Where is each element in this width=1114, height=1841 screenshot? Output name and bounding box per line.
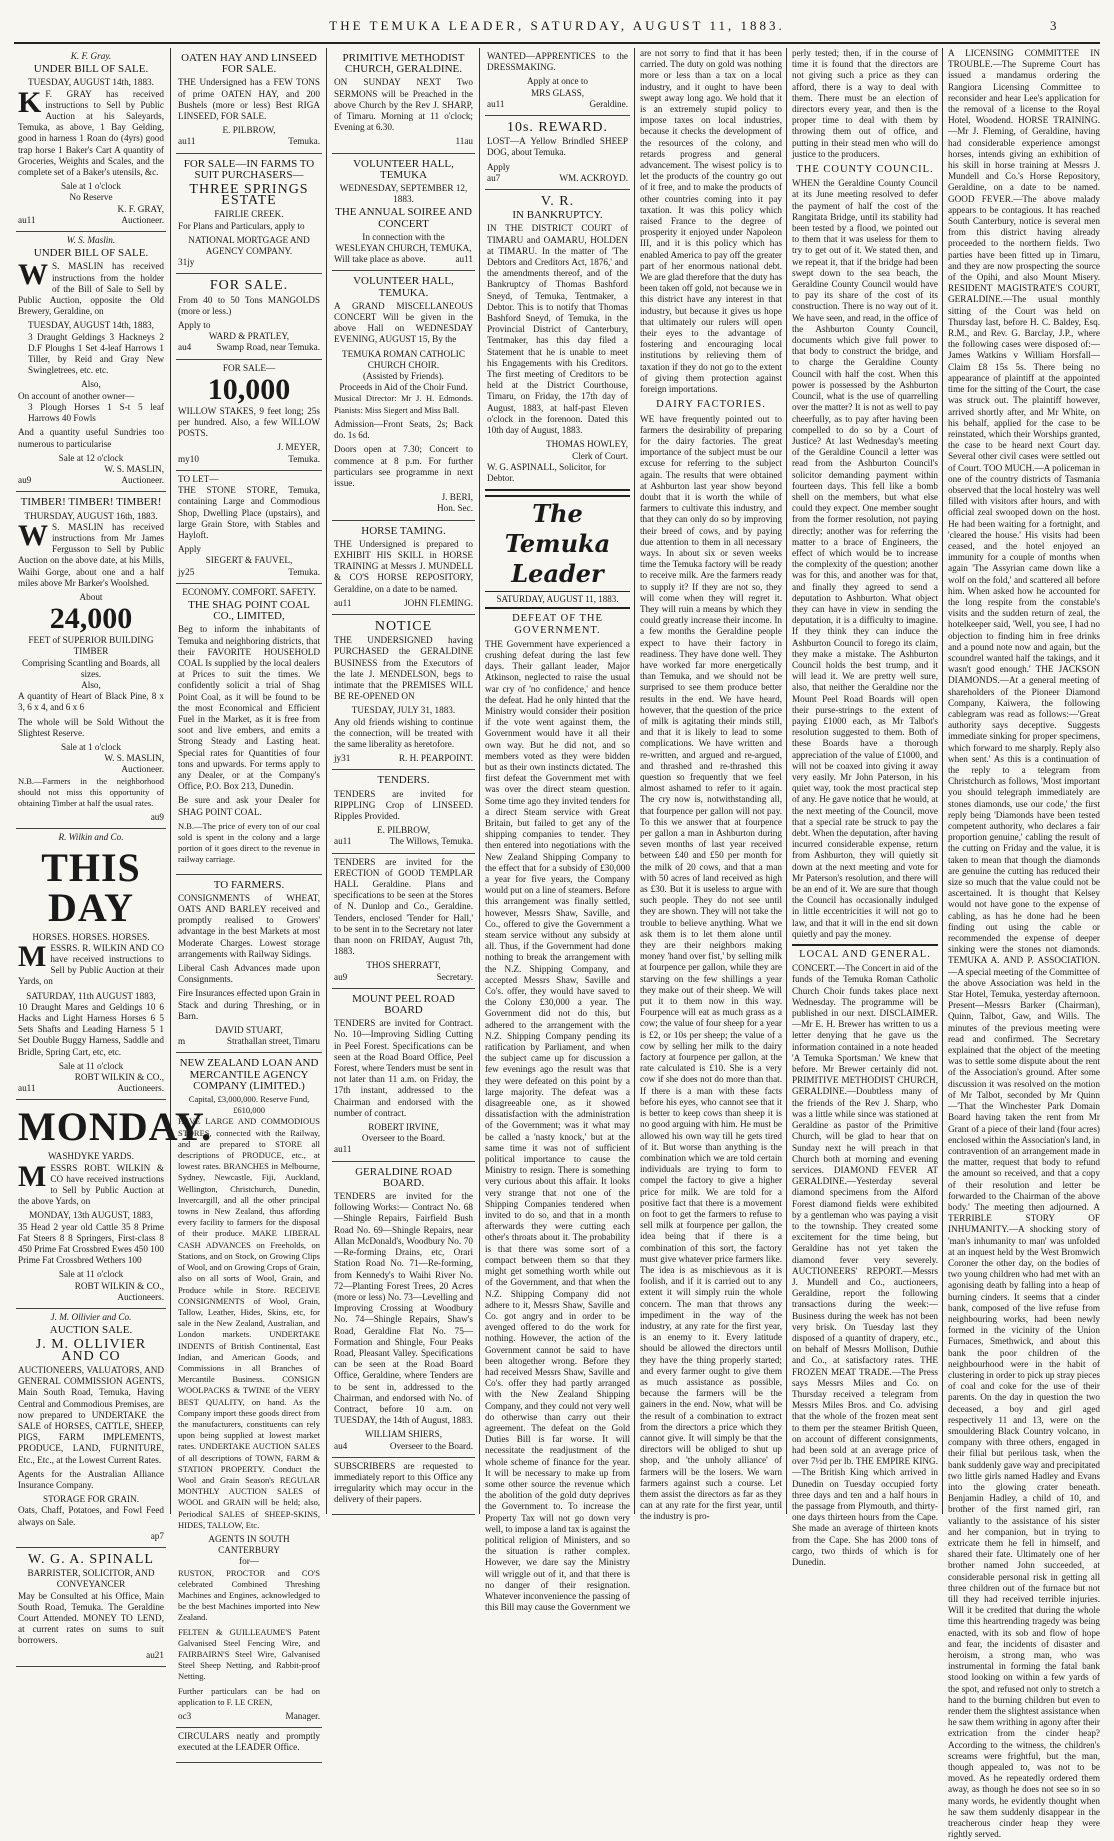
- ad-title: AUCTION SALE.: [49, 1324, 133, 1337]
- ad-date: WEDNESDAY, SEPTEMBER 12, 1883.: [339, 183, 468, 205]
- ad-body: Any old friends wishing to continue the connection, will be treated with the same liberality as heretofore.: [334, 716, 473, 749]
- ad-body: From 40 to 50 Tons MANGOLDS (more or less.): [178, 294, 320, 316]
- ad-to-farmers: [176, 875, 322, 1054]
- column-6: [792, 48, 938, 1568]
- ad-subscribers: [332, 1458, 475, 1515]
- ad-items: 3 Draught Geldings 3 Hackneys 2 D.F Ploughs 1 Set 4-leaf Harrows 1 Tiller, by Reid and Gray New Swingletrees, etc. etc.: [28, 331, 164, 376]
- ad-body: THE Undersigned has a FEW TONS of prime OATEN HAY, and 200 Bushels (more or less) Best RIGA LINSEED, FOR SALE.: [178, 77, 320, 122]
- drop-cap: W: [18, 258, 48, 292]
- ad-wilkin-this-day: [16, 829, 166, 1100]
- ad-subtitle: HORSES. HORSES. HORSES.: [32, 931, 150, 942]
- ad-title: FOR SALE—: [222, 362, 276, 373]
- ad-signature: SIEGERT & FAUVEL,: [205, 555, 293, 566]
- ad-apprentices: [485, 48, 630, 116]
- ad-code: jy31: [334, 753, 351, 764]
- ad-headline: MONDAY.: [18, 1104, 213, 1150]
- ad-gray-bill-of-sale: [16, 48, 166, 232]
- ad-signature: W. S. MASLIN,: [104, 463, 164, 474]
- ad-role: Overseer to the Board.: [389, 1440, 473, 1451]
- ad-role: Hon. Sec.: [437, 503, 473, 514]
- drop-cap: M: [18, 939, 47, 973]
- ad-code: au21: [146, 1649, 164, 1660]
- ad-headline: THREE SPRINGS ESTATE: [189, 182, 309, 209]
- ad-headline: THIS DAY: [41, 844, 141, 930]
- ad-body: Admission—Front Seats, 2s; Back do. 1s 6d.: [334, 418, 473, 441]
- local-news-continuation: A LICENSING COMMITTEE IN TROUBLE.—The Supreme Court has issued a mandamus ordering the Rangiora Licensing Committee to reconsider and hear Lee's application for the removal of a license to the Royal Hotel, Woodend. HORSE TRAINING.—Mr J. Fleming, of Geraldine, having had considerable experience amongst horses, intends giving an exhibition of his skill in horse training at Messrs J. Mundell and Co.'s Horse Repository, Geraldine, on a date to be named. GOOD FEVER.—The above malady appears to be contagious. It has reached South Canterbury, notice is several men from this district having already proceeded to the northern fields. Two parties have been fitted up in Timaru, and they are now prospecting the source of the Opihi, and also Mount Misery. RESIDENT MAGISTRATE'S COURT, GERALDINE.—The usual monthly sitting of the Court was held on Thursday last, before H. C. Baldey, Esq. R.M., and Rev. G. Barclay, J.P., where the following cases were disposed of:—James Watkins v William Horsfall—Claim £8 15s 5s. There being no appearance of plaintiff at the appointed time for the sitting of the Court, the case was struck out. The plaintiff however, arrived shortly after, and Mr White, on his behalf, applied for the case to be reinstated, which their Worships granted, the case to be heard next Court day. Several other civil cases were settled out of Court. TOO MUCH.—A policeman in one of the country districts of Tasmania observed that the local hostelry was well filled with visitors after hours, and with official zeal swooped down on the host. He had been waiting for a fortnight, and 'cleared the house.' His visits had been ceased, and the hotel enjoyed an immunity for a couple of months when again 'The Assyrian came down like a wolf on the fold,' and scattered all before him. When asked how he accounted for the long respite from the constable's visits and the sudden return of zeal, the hotelkeeper said, 'Well, you see, I had no objection to finding him in free drinks and a pound note now and again, but the scoundrel wanted half the takings, and it wasn't good enough.' THE JACKSON DIAMONDS.—At a general meeting of shareholders of the Pioneer Diamond Company, Kaiwera, the following cablegram was read as follows:—'Great authority says deceptive. Suggests immediate sinking for proper specimens, which forward to me sharply. Reply also when sent.' As this is a continuation of the reply to a telegram from Christchurch as follows, 'Most important you should telegraph immediately are stones diamonds, use our code,' the first reply being 'Diamonds have been tested competent authority, who declares a fair proportion genuine,' cabling the result of the cutting on Friday and the value, it is taken to mean that though the diamonds are genuine the cutting has reduced their size so much that the value could not be ascertained. It is thought that Kelsey would not have gone to the expense of cabling, as has he done had he been finding out using the cable or recommended the expense of deeper sinking were the stones not diamonds. TEMUKA A. AND P. ASSOCIATION.—A special meeting of the Committee of the above Association was held in the Star Hotel, Temuka, yesterday afternoon. Present—Messrs Barker (Chairman), Quinn, Talbot, Gaw, and Wills. The minutes of the previous meeting were read and confirmed. The Secretary explained that the object of the meeting was to settle some dispute about the rent of the Association's ground. After some discussion it was resolved on the motion of Mr Talbot, seconded by Mr Quinn—'That the Winchester Park Domain Board having taken the rent from Mr Grant of a piece of their land (four acres) enclosed within the Association's land, in contravention of an arrangement made in the matter, request that body to refund the amount so received, and that a copy of their resolution and letter be forwarded to the Chairman of the above body.' The meeting then adjourned. A TERRIBLE STORY OF INHUMANITY.—A shocking story of 'man's inhumanity to man' was unfolded at an inquest held by the West Bromwich Coroner the other day, on the bodies of two young children who had met with an agonising death by falling into a heap of burning cinders. It seems that a cinder bank, composed of the live refuse from neighbouring works, had been newly formed in the vicinity of the Union Furnaces, Smethwick, and about this bank the poor children of the neighbourhood were in the habit of clustering in order to pick up stray pieces of coal and coke for the use of their parents. On the day in question the two deceased, a boy and girl aged respectively 11 and 13, were on the smouldering Black Country volcano, in company with three others, engaged in their filial but perilous task, when the bank suddenly gave way and precipitated two little girls named Hadley and Evans into the glowing crater beneath. Benjamin Hadley, a child of 10, and brother of the first named girl, ran valiantly to the assistance of his sister and her companion, but in trying to extricate them he fell in himself, and shared their fate. Ultimately one of her brother named John succeeded, at considerable personal risk in getting all three children out of the furnace but not till they had received terrible injuries. Will it be credited that during the whole time this heartrending tragedy was being enacted, with its sob and flow of hope and fear, the incidents of disaster and heroism, a strong man, who was instrumental in forming the fatal bank stood looking on within a few yards of the spot, and refused not only to stretch a hand to the burning children but even to render them the slightest assistance when he saw them writhing in agony after their extrication from the cinder heap? According to the witness, the children's screams were frightful, but the man, though appealed to, was not to be moved. As he repeatedly ordered them away, as though he does not see so in so many words, he evidently thought when he saw them suddenly disappear in the treacherous cinder heap they were rightly served.: [948, 48, 1100, 1840]
- column-4: [485, 48, 630, 1613]
- ad-note: On account of another owner—: [18, 390, 135, 401]
- ad-signature: NATIONAL MORTGAGE AND AGENCY COMPANY.: [188, 234, 310, 257]
- ad-role: Auctioneer.: [121, 475, 164, 486]
- ad-place: Temuka.: [288, 453, 320, 464]
- ad-body: For Plans and Particulars, apply to: [178, 220, 305, 231]
- ad-stone-store: [176, 471, 322, 584]
- ad-code: au11: [18, 1083, 36, 1094]
- ad-note: Proceeds in Aid of the Choir Fund.: [339, 382, 468, 393]
- ad-role: Auctioneers.: [117, 1291, 164, 1302]
- ad-body: Musical Director: Mr J. H. Edmonds. Pianists: Miss Siegert and Miss Ball.: [334, 393, 473, 415]
- ad-ollivier: [16, 1309, 166, 1548]
- ad-title: MOUNT PEEL ROAD BOARD: [352, 992, 455, 1017]
- ad-signature: JOHN FLEMING.: [404, 597, 473, 608]
- ad-tag: J. M. Ollivier and Co.: [50, 1312, 132, 1323]
- ad-date: MONDAY, 13th AUGUST, 1883,: [29, 1210, 153, 1221]
- ad-headline: J. M. OLLIVIER AND CO: [35, 1337, 147, 1364]
- ad-note: N.B.—The price of every ton of our coal sold is spent in the colony and a large portion of it goes direct to the revenue in railway carriage.: [178, 820, 320, 865]
- ad-date: TUESDAY, JULY 31, 1883.: [351, 705, 456, 716]
- ad-note: for—: [239, 1556, 259, 1567]
- ad-note: Fire Insurances effected upon Grain in Stack and during Threshing, or in Barn.: [178, 988, 320, 1021]
- ad-mount-peel-road-board: [332, 989, 475, 1162]
- ad-body: THE UNDERSIGNED having PURCHASED the GERALDINE BUSINESS from the Executors of the late J. MENDELSON, begs to intimate that the PREMISES WILL BE RE-OPENED ON: [334, 635, 473, 702]
- drop-cap: K: [18, 85, 42, 119]
- running-head-title: THE TEMUKA LEADER, SATURDAY, AUGUST 11, 1883.: [329, 18, 785, 33]
- ad-signature: WARD & PRATLEY,: [208, 331, 290, 342]
- ad-tag: W. S. Maslin.: [66, 235, 116, 246]
- ad-body: Beg to inform the inhabitants of Temuka and neighboring districts, that their FAVORITE HOUSEHOLD COAL Is supplied by the local dealers at Prices to suit the times. We confidently solicit a trial of Shag Point Coal, as it will be found to be the most Economical and Efficient Fuel in the Market, as it is free from soot and live embers, and emits a Strong Steady and Lasting heat. Special rates for Quantities of four tons and upwards. For terms apply to any Dealer, or at the Company's Office, P.O. Box 213, Dunedin.: [178, 624, 320, 792]
- ad-subtitle: BARRISTER, SOLICITOR, AND CONVEYANCER: [27, 1568, 155, 1590]
- ad-subtitle: ECONOMY. COMFORT. SAFETY.: [182, 586, 316, 597]
- ad-title: GERALDINE ROAD BOARD.: [355, 1165, 452, 1189]
- ad-code: au7: [487, 172, 501, 183]
- ad-horse-taming: [332, 521, 475, 615]
- ad-subtitle: FEET of SUPERIOR BUILDING TIMBER: [28, 635, 154, 657]
- ad-body: Doors open at 7.30; Concert to commence at 8 p.m. For further particulars see programme in next issue.: [334, 444, 473, 488]
- ad-note: Agents for the Australian Alliance Insurance Company.: [18, 1468, 164, 1490]
- article-title: THE COUNTY COUNCIL.: [796, 164, 934, 176]
- ad-tag: R. Wilkin and Co.: [58, 832, 124, 843]
- ad-headline: THE ANNUAL SOIREE AND CONCERT: [335, 206, 472, 230]
- column-rule: [942, 48, 943, 1514]
- ad-note: Liberal Cash Advances made upon Consignments.: [178, 963, 320, 985]
- ad-title: TIMBER! TIMBER! TIMBER!: [20, 496, 162, 509]
- drop-cap: M: [18, 1159, 47, 1193]
- ad-code: au11: [487, 98, 505, 109]
- ad-body: May be Consulted at his Office, Main South Road, Temuka. The Geraldine Court Attended. MONEY TO LEND, at current rates on sums to suit borrowers.: [18, 1590, 164, 1646]
- ad-place: Geraldine.: [589, 98, 628, 109]
- ad-body: ESSRS. R. WILKIN AND CO have received instructions to Sell by Public Auction at their Yards, on: [18, 942, 164, 987]
- ad-note: Will take place as above.: [334, 254, 426, 265]
- ad-primitive-methodist: [332, 48, 475, 154]
- ad-body: AUCTIONEERS, VALUATORS, AND GENERAL COMMISSION AGENTS, Main South Road, Temuka, Having Central and Commodious Premises, are now prepared to UNDERTAKE the SALE of HORSES, CATTLE, SHEEP, PIGS, FARM IMPLEMENTS, PRODUCE, LAND, FURNITURE, Etc., Etc., at the Lowest Current Rates.: [18, 1364, 164, 1465]
- ad-note: (Assisted by Friends).: [363, 371, 444, 382]
- article-body: WHEN the Geraldine County Council at its June meeting resolved to defer the payment of half the cost of the Rangitata Bridge, until its stability had been tested by a flood, we pointed out to them that it was useless for them to try to get out of it. We stated then, and we repeat it, that if the bridge had been swept down to the sea beach, the Geraldine County Council would have to pay its share of the cost of its construction. There is no way out of it. We have seen, and read, in the office of the Ashburton County Council, documents which give full power to that body to construct the bridge, and to charge the Geraldine County Council with half the cost. When this power is possessed by the Ashburton Council, what is the use of quarrelling over the matter? It is not as well to pay cheerfully, as to pay after having been compelled to do so by a Court of Justice? At last Wednesday's meeting of the Geraldine Council a letter was read from the Ashburton Council's solicitor demanding payment within fourteen days. This fell like a bomb shell on the members, but what else could they expect. One member sought from the former resolution, not paying directly; another was for referring the matter to a brace of Engineers, the effect of which would be to increase the complexity of the question; another was for this, and another was for that, and finally they agreed to send a deputation to Ashburton. What object they can have in view in sending the deputation, it is a difficulty to imagine. If they think they can induce the Ashburton Council to forego its claim, they make a mistake. The Ashburton Council holds the best trump, and it will lead it. We are pretty well sure, also, that neither the Geraldine nor the Mount Peel Road Boards will open their purse-strings to the extent of paying £1000 each, as Mr Talbot's resolution suggested to them. Both of these Boards have a thorough appreciation of the value of £1000, and will not be coaxed into giving it away very easily. Mr John Paterson, in his quiet way, took the most practical step of any. He gave notice that he would, at the next meeting of the Council, move that a special rate be struck to pay the debt. When the deputation, after having incurred considerable expense, return from Ashburton, they will quietly sit down at the next meeting and vote for Mr Paterson's resolution, and there will be an end of it. We are sure that though the Council has occasionally indulged in little eccentricities it will not go to law, and that it will in the end sit down quietly and pay the money.: [792, 178, 938, 939]
- ad-subtitle: STORAGE FOR GRAIN.: [42, 1494, 140, 1505]
- ad-signature: W. S. MASLIN,: [104, 753, 164, 764]
- ad-wilkin-monday: [16, 1100, 213, 1309]
- ad-signature: THOS SHERRATT,: [366, 960, 441, 971]
- ad-title: THE SHAG POINT COAL CO., LIMITED,: [188, 598, 310, 623]
- ad-headline: NOTICE: [374, 618, 433, 634]
- ad-subtitle: FAIRLIE CREEK.: [214, 209, 284, 220]
- ad-code: 11au: [455, 136, 473, 147]
- ad-signature: R. H. PEARPOINT.: [398, 753, 473, 764]
- ad-code: au11: [334, 836, 352, 847]
- local-news-body: CONCERT.—The Concert in aid of the funds of the Temuka Roman Catholic Church Choir funds takes place next Wednesday. The programme will be published in our next. DISCLAIMER.—Mr E. H. Brewer has written to us a letter denying that he gave us the information contained in a note headed 'A Temuka Sportsman.' We knew that before. Mr Brewer certainly did not. PRIMITIVE METHODIST CHURCH, GERALDINE.—Doubtless many of the friends of the Rev J. Sharp, who was a little while since was stationed at Geraldine as pastor of the Primitive Church, will be glad to hear that on Sunday next he will preach in that Church both at morning and evening services. DIAMOND FEVER AT GERALDINE.—Yesterday several diamond specimens from the Alford Forest diamond fields were exhibited by a gentleman who was paying a visit to the township. They created some excitement for the time being, but Geraldine has not yet taken the diamond fever very severely. AUCTIONEERS' REPORT.—Messrs J. Mundell and Co., auctioneers, Geraldine, report the following transactions during the week:—Business during the week has not been very brisk. On Tuesday last they disposed of a quantity of drapery, etc., on behalf of Messrs Mollison, Duthie and Co., at satisfactory rates. THE FROZEN MEAT TRADE.—The Press says Messrs Miles and Co. on Thursday received a telegram from Messrs Miles Bros. and Co. advising that the whole of the frozen meat sent to them per the steamer British Queen, on account of different consignments, had been sold at an average price of over 7½d per lb. THE EMPIRE KING.—The British King which arrived in Dunedin on Tuesday occupied forty three days and ten and a half hours in the passage from Plymouth, and thirty-one days thirteen hours from the Cape. She made an average of thirteen knots from the Cape. She has 2000 tons of cargo, two thirds of which is for Dunedin.: [792, 963, 938, 1568]
- ad-timber: [16, 492, 166, 829]
- ad-title: OATEN HAY AND LINSEED FOR SALE.: [181, 52, 317, 76]
- ad-body: CIRCULARS neatly and promptly executed at the LEADER Office.: [178, 1731, 320, 1753]
- ad-headline: W. G. A. SPINALL: [28, 1551, 154, 1567]
- ad-wesleyan-soiree: [332, 154, 475, 272]
- column-5: [640, 48, 782, 1522]
- ad-note: Also,: [81, 679, 101, 690]
- ad-signature: MRS GLASS,: [530, 87, 585, 98]
- ad-role: Auctioneers.: [117, 1083, 164, 1094]
- running-head: [0, 18, 1114, 34]
- ad-sale-time: Sale at 1 o'clock: [60, 181, 122, 192]
- column-3: [332, 48, 475, 1514]
- ad-signature: ROBT WILKIN & CO.,: [74, 1280, 164, 1291]
- ad-oaten-hay: [176, 48, 322, 154]
- column-rule: [170, 48, 171, 1514]
- ad-signature: Further particulars can be had on application to F. LE CREN,: [178, 1685, 320, 1707]
- ad-headline: FOR SALE.: [209, 278, 289, 294]
- ad-title: IN BANKRUPTCY.: [512, 209, 603, 222]
- ad-geraldine-road-board: [332, 1162, 475, 1458]
- ad-quantity: 24,000: [49, 602, 133, 636]
- ad-note: And a quantity useful Sundries too numerous to particularise: [18, 427, 164, 449]
- ad-body: HAVE LARGE AND COMMODIOUS STORES, connected with the Railway, and are prepared to STORE all descriptions of PRODUCE, etc., at lowest rates. BRANCHES in Melbourne, Sydney, Newcastle, Fiji, Auckland, Wellington, Christchurch, Dunedin, Invercargill, and all the other principal towns in New Zealand, thus affording every facility to farmers for the disposal of their produce. MAKE LIBERAL CASH ADVANCES on Freeholds, on Stations, and on Stock, on Growing Clips of Wool, and on Growing Crops of Grain, also on all sorts of Wool, Grain, and Produce while in Store. RECEIVE CONSIGNMENTS of Wool, Grain, Tallow, Leather, Hides, Skins, etc, for sale in the New Zealand, Australian, and London markets. UNDERTAKE INDENTS of British Continental, East Indian, and American Goods, and Commissions in all Branches of Mercantile Business. CONSIGN WOOLPACKS & TWINE of the VERY BEST QUALITY, on hand. As the Company import these goods direct from the manufacturers, constituents can rely upon being supplied at lowest market rates. UNDERTAKE AUCTION SALES of all descriptions of TOWN, FARM & STATION PROPERTY. Conduct the Wool and Grain Season's REGULAR MONTHLY AUCTION SALES of WOOL and GRAIN will be held; also, Periodical SALES of SHEEP-SKINS, HIDES, TALLOW, Etc.: [178, 1116, 320, 1530]
- ad-body: IN THE DISTRICT COURT of TIMARU and OAMARU, HOLDEN at TIMARU. In the matter of 'The Debtors and Creditors Act, 1876,' and the amendments thereof, and of the Bankruptcy of Thomas Bashford Sneyd, of Temuka, Tentmaker, a Debtor. This is to notify that Thomas Bashford Sneyd, of Temuka, in the Provincial District of Canterbury, Tentmaker, has this day filed a Statement that he is unable to meet his Engagements with his Creditors. The first meeting of Creditors to be held at the District Courthouse, Timaru, on Friday, the 17th day of August, 1883, at half-past Eleven o'clock in the forenoon. Dated this 10th day of August, 1883.: [487, 223, 628, 436]
- ad-body: S. MASLIN has received instructions from Mr James Fergusson to Sell by Public Auction on the above date, at his Mills, Waihi Gorge, about one and a half miles above Mr Barker's Woolshed.: [18, 521, 164, 588]
- ad-signature: E. PILBROW,: [222, 125, 276, 136]
- ad-headline: 10s. REWARD.: [506, 120, 609, 136]
- top-rule: [14, 42, 1100, 44]
- ad-note: Be sure and ask your Dealer for SHAG POINT COAL.: [178, 795, 320, 817]
- ad-note: Oats, Chaff, Potatoes, and Fowl Feed always on Sale.: [18, 1505, 164, 1527]
- ad-body: THE Undersigned is prepared to EXHIBIT HIS SKILL in HORSE TRAINING at Messrs J. MUNDELL & CO'S HORSE REPOSITORY, Geraldine, on a date to be named.: [334, 538, 473, 594]
- ad-reward: [485, 116, 630, 190]
- ad-body: WANTED—APPRENTICES to the DRESSMAKING.: [487, 51, 628, 73]
- ad-items: A quantity of Heart of Black Pine, 8 x 3, 6 x 4, and 6 x 6: [18, 691, 164, 713]
- ad-nz-loan-mercantile: [176, 1053, 322, 1728]
- ad-sale-time: Sale at 11 o'clock: [58, 1060, 124, 1071]
- masthead-logo: The Temuka Leader: [485, 495, 630, 592]
- ad-sale-time: Sale at 12 o'clock: [58, 452, 124, 463]
- ad-notice-pearpoint: [332, 615, 475, 770]
- ad-code: ap7: [150, 1530, 164, 1541]
- ad-circulars: [176, 1728, 322, 1762]
- ad-code: 31jy: [178, 257, 195, 268]
- column-7: [948, 48, 1100, 1840]
- ad-code: au11: [334, 597, 352, 608]
- ad-code: au11: [455, 254, 473, 265]
- ad-note: No Reserve: [69, 192, 113, 203]
- ad-role: Auctioneer.: [121, 764, 164, 775]
- ad-code: au9: [18, 475, 32, 486]
- ad-signature: WILLIAM SHIERS,: [364, 1429, 443, 1440]
- ad-tenders-linseed: [332, 770, 475, 853]
- ad-place: Swamp Road, near Temuka.: [216, 342, 320, 353]
- ad-date: TUESDAY, AUGUST 14th, 1883,: [28, 320, 154, 331]
- ad-title: NEW ZEALAND LOAN AND MERCANTILE AGENCY COMPANY (LIMITED.): [179, 1057, 319, 1092]
- column-rule: [326, 48, 327, 1514]
- article-continuation: perly tested; then, if in the course of time it is found that the directors are not giving such a price as they can afford, there is a way to deal with them. There must be an election of directors every year, and then is the proper time to deal with them by throwing them out of office, and putting in their stead men who will do justice to the producers.: [792, 48, 938, 159]
- ad-code: au11: [178, 136, 196, 147]
- ad-signature: J. BERI,: [441, 492, 473, 503]
- ad-crest: V. R.: [540, 194, 575, 210]
- ad-body: TENDERS are invited for Contract. No. 10—Improving Sidling Cutting in Peel Forest. Specifications can be seen at the Road Board Office, Peel Forest, where Tenders must be sent in not later than 11 a.m. on Friday, the 17th instant, addressed to the Chairman and endorsed with the number of contract.: [334, 1018, 473, 1118]
- ad-code: au4: [334, 1440, 348, 1451]
- ad-body: S. MASLIN has received instructions from the holder of the Bill of Sale to Sell by Public Auction, opposite the Old Brewery, Geraldine, on: [18, 261, 164, 317]
- ad-note: About: [79, 591, 103, 602]
- ad-code: au9: [334, 971, 348, 982]
- drop-cap: W: [18, 518, 48, 552]
- editorial-title: DEFEAT OF THE GOVERNMENT.: [512, 613, 603, 636]
- ad-note: The whole will be Sold Without the Slightest Reserve.: [18, 716, 164, 738]
- ad-title: TENDERS.: [377, 774, 430, 787]
- ad-date: SATURDAY, 11th AUGUST 1883,: [26, 990, 156, 1001]
- section-title: LOCAL AND GENERAL.: [792, 944, 938, 960]
- ad-willow-stakes: [176, 360, 322, 471]
- page-number: 3: [1050, 18, 1057, 33]
- ad-note: Comprising Scantling and Boards, all sizes.: [21, 657, 161, 679]
- dateline: SATURDAY, AUGUST 11, 1883.: [485, 594, 630, 609]
- ad-items: 35 Head 2 year old Cattle 35 8 Prime Fat Steers 8 8 Springers, First-class 8 450 Prime Fat Crossbred Ewes 450 100 Prime Fat Crossbred Wethers 100: [18, 1221, 164, 1266]
- ad-signature: E. PILBROW,: [376, 825, 430, 836]
- ad-mangolds: [176, 274, 322, 359]
- ad-body: FELTEN & GUILLEAUME'S Patent Galvanised Steel Fencing Wire, and FAIRBAIRN'S Steel Wire, Galvanised Steel Sheep Netting, and Rabbit-proof Netting.: [178, 1626, 320, 1682]
- ad-note: In connection with the: [362, 231, 445, 242]
- ad-title: PRIMITIVE METHODIST CHURCH, GERALDINE.: [342, 52, 465, 76]
- ad-subtitle: AGENTS IN SOUTH CANTERBURY: [208, 1533, 290, 1556]
- ad-date: TUESDAY, AUGUST 14th, 1883.: [28, 77, 154, 88]
- column-rule: [634, 48, 635, 1514]
- ad-body: TENDERS are invited for RIPPLING Crop of LINSEED. Ripples Provided.: [334, 788, 473, 821]
- ad-sale-time: Sale at 1 o'clock: [60, 741, 122, 752]
- ad-role: Secretary.: [436, 971, 473, 982]
- ad-note: N.B.—Farmers in the neighborhood should not miss this opportunity of obtaining Timber at half the usual rates.: [18, 775, 164, 808]
- ad-tag: K. F. Gray.: [70, 51, 112, 61]
- ad-title: HORSE TAMING.: [361, 524, 446, 537]
- ad-shag-point-coal: [176, 584, 322, 875]
- ad-maslin-bill-of-sale: [16, 232, 166, 492]
- ad-items: 3 Plough Horses 1 S-t 5 leaf Harrows 40 Fowls: [28, 401, 164, 424]
- ad-signature: DAVID STUART,: [215, 1025, 283, 1036]
- ad-code: au9: [150, 812, 164, 823]
- ad-body: ON SUNDAY NEXT Two SERMONS will be Preached in the above Church by the Rev J. SHARP, of Timaru. Morning at 11 o'clock; Evening at 6.30.: [334, 77, 473, 133]
- ad-items: 10 Draught Mares and Geldings 10 6 Hacks and Light Harness Horses 6 5 Sets Shafts and Leading Harness 5 1 Set Double Buggy Harness, Saddle and Bridle, Spring Cart, etc, etc.: [18, 1001, 164, 1057]
- column-rule: [479, 48, 480, 1514]
- ad-code: jy25: [178, 566, 195, 577]
- column-2: [176, 48, 322, 1753]
- ad-body: WILLOW STAKES, 9 feet long; 25s per hundred. Also, a few WILLOW POSTS.: [178, 405, 320, 439]
- ad-code: au11: [18, 214, 36, 225]
- ad-signature: ROBT WILKIN & CO.,: [74, 1072, 164, 1083]
- ad-title: FOR SALE—IN FARMS TO SUIT PURCHASERS—: [183, 157, 315, 181]
- ad-body: F. GRAY has received instructions to Sell by Public Auction at his Saleyards, Temuka, as above, 1 Bay Gelding, good in harness 1 Roan do (4yrs) good trap horse 1 Baker's Cart A quantity of Groceries, Weights and Scales, and the complete set of a Baker's utensils, &c.: [18, 88, 164, 178]
- ad-body: SUBSCRIBERS are requested to immediately report to this Office any irregularity which may occur in the delivery of their papers.: [334, 1460, 473, 1505]
- ad-role: Overseer to the Board.: [361, 1133, 446, 1144]
- ad-place: Temuka.: [288, 566, 320, 577]
- ad-role: Manager.: [285, 1711, 320, 1722]
- ad-title: UNDER BILL OF SALE.: [33, 247, 149, 260]
- ad-place: Temuka.: [288, 136, 320, 147]
- article-title: DAIRY FACTORIES.: [656, 399, 766, 411]
- ad-title: TO LET—: [178, 473, 219, 484]
- ad-good-templar-hall: [332, 854, 475, 989]
- ad-title: TO FARMERS.: [213, 878, 285, 891]
- ad-body: RUSTON, PROCTOR and CO'S celebrated Combined Threshing Machines and Engines, acknowledged to be the best Machines imported into New Zealand.: [178, 1567, 320, 1623]
- ad-place: Strathallan street, Timaru: [226, 1036, 320, 1047]
- ad-signature: WM. ACKROYD.: [559, 172, 628, 183]
- ad-title: UNDER BILL OF SALE.: [33, 63, 149, 76]
- ad-subtitle: WASHDYKE YARDS.: [48, 1151, 134, 1162]
- editorial-continuation: are not sorry to find that it has been carried. The duty on gold was nothing more or less than a tax on a local industry, and it ought to have been swept away long ago. We hold that it is an extremely stupid policy to impose taxes on local industries, because it checks the development of the resources of the colony, and retards progress and general advancement. The wisest policy is to let the products of the country go out of it free, and to make the products of other countries coming into it pay taxation. It was this policy which raised France to the degree of prosperity it enjoyed under Napoleon III, and it is this policy which has enabled America to pay off the greater part of her enormous national debt. We are glad therefore that the duty has been taken off gold, not because we in this district have any interest in that industry, but because it gives us hope that ultimately our rulers will open their eyes to the advantage of fostering and encouraging local institutions by relieving them of taxation if they do not go to the extent of giving them protection against foreign importations.: [640, 48, 782, 395]
- ad-signature: ROBERT IRVINE,: [368, 1122, 439, 1133]
- ad-code: au4: [178, 342, 192, 353]
- ad-code: oc3: [178, 1711, 192, 1722]
- ad-subtitle: TEMUKA ROMAN CATHOLIC CHURCH CHOIR.: [341, 348, 465, 370]
- ad-bankruptcy: [485, 190, 630, 491]
- ad-subtitle: WESLEYAN CHURCH, TEMUKA,: [335, 243, 472, 254]
- ad-title: VOLUNTEER HALL, TEMUKA.: [353, 275, 454, 299]
- ad-place: The Willows, Temuka.: [389, 836, 473, 847]
- ad-signature: K. F. GRAY,: [117, 203, 164, 214]
- ad-note: Also,: [81, 379, 101, 390]
- ad-sale-time: Sale at 11 o'clock: [58, 1269, 124, 1280]
- ad-date: THURSDAY, AUGUST 16th, 1883.: [24, 510, 158, 521]
- column-rule: [786, 48, 787, 1514]
- ad-body: CONSIGNMENTS of WHEAT, OATS AND BARLEY received and promptly realised to Growers' advantage in the best Markets at most Moderate Charges. Lowest storage arrangements with Railway Sidings.: [178, 892, 320, 959]
- ad-three-springs: [176, 154, 322, 275]
- ad-aspinall: [16, 1548, 166, 1667]
- ad-signature: THOMAS HOWLEY,: [545, 439, 628, 450]
- article-body: WE have frequently pointed out to farmers the desirability of preparing for the dairy factories. The great importance of the subject must be our excuse for referring to the subject again. The results that were obtained at Ashburton last year show beyond doubt that it is worth the while of farmers to cultivate this industry, and that they can only do so by improving their breed of cows, and by paying due attention to them in all necessary ways. In about six or seven weeks time the Temuka factory will be ready to receive milk. Are the farmers ready to supply it? If they are not so, they will come when they will regret it. They will ruin a means by which they could greatly increase their income. In a few months the Geraldine people expect to have their factory in readiness. They have done well. They have worked far more energetically than Temuka, and we should not be surprised to see them produce better results in the end. We have heard, however, that the question of the price of milk is agitating their minds still, and that it is likely to lead to some complications. We have written and re-written, and argued and re-argued, and thrashed and re-thrashed this question so frequently that we feel almost ashamed to refer to it again. The cry now is, notwithstanding all, that fourpence per gallon will not pay. To this we answer that at fourpence per gallon a man in Ashburton during seven months of last year received between £40 and £50 per month for the milk of 20 cows, and that a man with 50 acres of land received as high as £30. But it is useless to argue with such people. They do not see until they are shown. They will not take the trouble to believe anything. What we ask them is to let them alone until they are their neighbors making money 'hand over fist,' by selling milk at fourpence per gallon, while they are starving on the few shillings a year they make out of their sheep. We will put it to them now in this way. Fourpence will eat as much grass as a cow; the value of four sheep for a year is £2, or 10s per sheep; the value of a cow by selling her milk to the dairy factory at fourpence per gallon, at the rate calculated is £10. She is a very cow if she does not do more than that. If there is a man with these facts before his eyes, who cannot see that it is better to keep cows than sheep it is no good arguing with him. He must be allowed his own way till he gets tired of it. But worse than anything is the combination which we are told certain individuals are trying to form to compel the factory to give a higher price for milk. We are told for a positive fact that there is a movement on foot to get the farmers to refuse to sell milk at fourpence per gallon, the idea being that if there is a combination of this sort, the factory must give whatever price farmers like. The idea is as mischievous as it is foolish, and if it is carried out to any extent it will simply ruin the whole concern. The man that throws any impediment in the way of the industry, at any rate for the first year, is an enemy to it. Every latitude should be allowed the directors until they have the thing properly started; and every farmer ought to give them as much assistance as possible, because the farmers will be the gainers in the end. Now, what will be the result of a combination to extract from the directors a price which they cannot give. It will simply be that the directors will be obliged to shut up shop, and 'the unholy alliance' of farmers will be the losers. We warn farmers against such a course. Let them assist the directors as far as they can at any rate for the first year, until the industry is pro-: [640, 413, 782, 1522]
- ad-quantity: 10,000: [207, 372, 291, 406]
- ad-body: A GRAND MISCELLANEOUS CONCERT Will be given in the above Hall on WEDNESDAY EVENING, AUGUST 15, By the: [334, 300, 473, 345]
- ad-code: my10: [178, 453, 199, 464]
- ad-body: ESSRS ROBT. WILKIN & CO have received instructions to Sell by Public Auction at the above Yards, on: [18, 1162, 164, 1207]
- ad-code: au11: [334, 1144, 352, 1155]
- ad-signature: J. MEYER,: [277, 442, 320, 453]
- editorial-body: THE Government have experienced a crushing defeat during the last few days. Their gallant leader, Major Atkinson, neglected to raise the usual war cry of 'no confidence,' and hence the defeat. Had he only hinted that the Ministry would consider their position if the vote went against them, the Government would have it all their own way. But he did not, and so members voted as they were bidden but as their own instincts dictated. The first defeat the Government met with was over the direct steam question. Some time ago they invited tenders for a direct Steam service with Great Britain, but failed to get any of the shipping companies to tender. They then entered into negotiations with the New Zealand Shipping Company to the effect that for a subsidy of £30,000 a year for five years, the Company would put on a line of steamers. Before this arrangement was finally settled, however, Messrs Shaw, Saville, and Co., offered to give the Government a steam service without any subsidy at all. Thus, if the Government had done nothing to break the arrangement with the N.Z. Shipping Company, and accepted Messrs Shaw, Saville and Co's. offer, they would have saved to the Colony £30,000 a year. The Government did not do this, but adhered to the arrangement with the N.Z. Shipping Company pending its ratification by Parliament, and when the subject came up for discussion a few evenings ago the result was that they were defeated on this point by a large majority. The defeat was a disagreeable one, as it showed dissatisfaction with the administration of the Government; was it what may be called a 'nasty knock,' but at the same time it was not of sufficient political importance to cause the Ministry to resign. There is something very curious about this affair. It looks very strange that not one of the Shipping Companies tendered when invited to do so, and that in a month afterwards they were cutting each other's throats about it. The probability is that there was some sort of a compact between them so that they might get something worth while out of the Government, and that when the N.Z. Shipping Company did not adhere to it, Messrs Shaw, Saville and Co. got angry and in order to be avenged offered to do the work for nothing. However, the action of the Government cannot be said to have been altogether wrong. Before they had received Messrs Shaw, Saville and Co's. offer they had partly arranged with the New Zealand Shipping Company, and they could not very well do otherwise than carry out their agreement. The defeat on the Gold Duties Bill is far worse. It will necessitate the readjustment of the whole scheme of finance for the year. It will be necessary to make up from some other source the revenue which the abolition of the gold duty deprives the Government to. To increase the Property Tax will not go down very well, to impose a land tax is against the political religion of Ministers, and so the situation is rather complex. However, we dare say the Ministry will wriggle out of it, and that there is no danger of their resignation. Whatever inconvenience the passing of this Bill may cause the Government we: [485, 638, 630, 1613]
- ad-role: Auctioneer.: [121, 214, 164, 225]
- ad-note: Apply: [178, 544, 201, 555]
- ad-note: Apply to: [178, 320, 211, 331]
- ad-subtitle: Capital, £3,000,000. Reserve Fund, £610,000: [188, 1094, 310, 1116]
- ad-code: m: [178, 1036, 186, 1047]
- ad-note: Apply: [487, 161, 510, 172]
- ad-body: TENDERS are invited for the following Works:— Contract No. 68—Shingle Repairs, Fairfield Bush Road No. 69—Shingle Repairs, near Allan McDonald's, Woodbury No. 70—Re-forming Drains, etc, Orari Station Road No. 71—Re-forming, from Kennedy's to Waihi River No. 72—Planting Forest Trees, 20 Acres (more or less) No. 73—Levelling and Improving Crossing at Woodbury No. 74—Shingle Repairs, Shaw's Road, Geraldine Flat No. 75—Formation and Shingle, Four Peaks Road, Pleasant Valley. Specifications can be seen at the Road Board Office, Geraldine, where Tenders are to be sent in, addressed to the Chairman, and endorsed with No. of Contract, before 10 a.m. on TUESDAY, the 14th of August, 1883.: [334, 1191, 473, 1426]
- ad-note: Apply at once to: [527, 76, 588, 87]
- ad-body: THE STONE STORE, Temuka, containing Large and Commodious Shop, Dwelling Place (upstairs), and large Grain Store, with Stables and Hayloft.: [178, 485, 320, 540]
- ad-body: LOST—A Yellow Brindled SHEEP DOG, about Temuka.: [487, 136, 628, 158]
- ad-body: TENDERS are invited for the ERECTION of GOOD TEMPLAR HALL Geraldine. Plans and specifications to be seen at the Stores of N. Dunlop and Co., Geraldine. Tenders, enclosed 'Tender for Hall,' to be sent in to the Secretary not later than noon on FRIDAY, August 7th, 1883.: [334, 856, 473, 957]
- ad-title: VOLUNTEER HALL, TEMUKA: [353, 157, 454, 181]
- ad-role: Clerk of Court.: [572, 450, 628, 461]
- ad-note: W. G. ASPINALL, Solicitor, for Debtor.: [487, 461, 606, 483]
- ad-grand-concert: [332, 271, 475, 520]
